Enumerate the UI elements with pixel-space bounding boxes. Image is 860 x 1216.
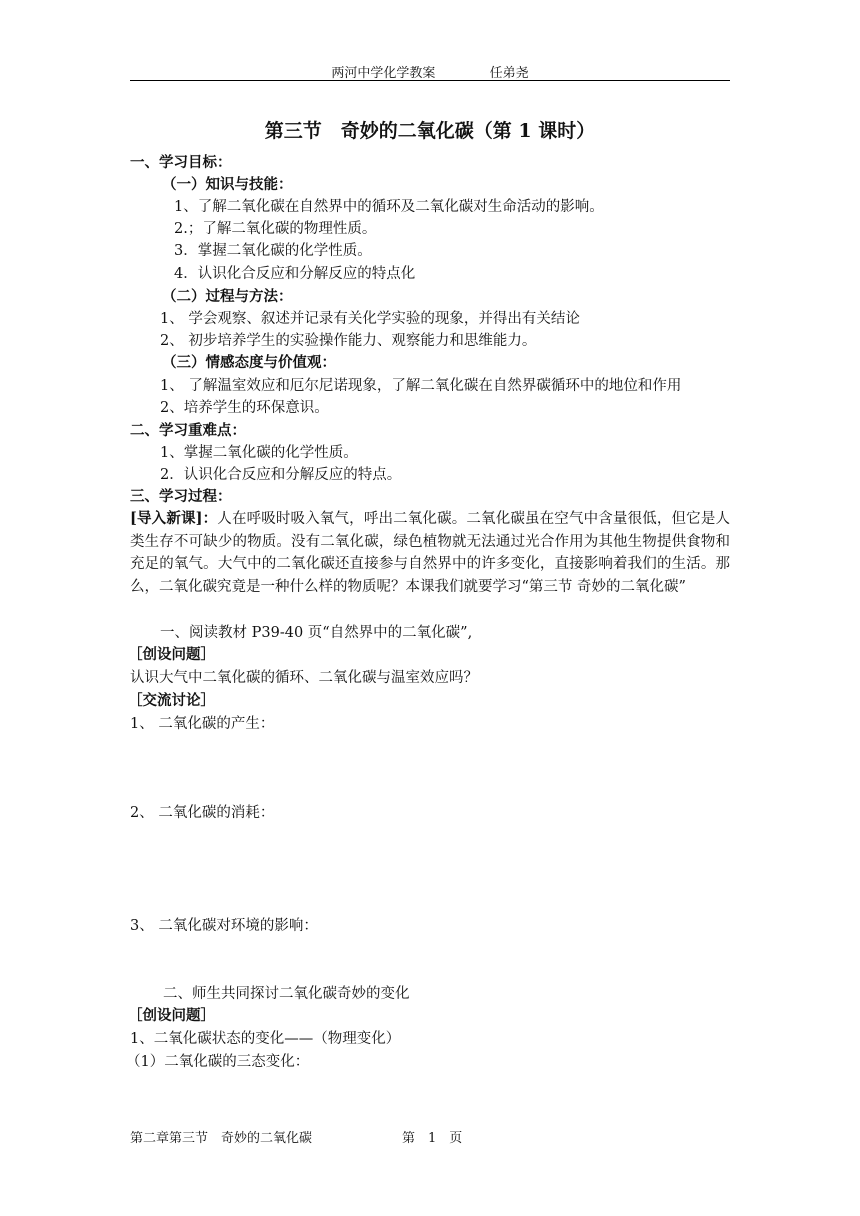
- process-heading: （二）过程与方法：: [162, 288, 293, 305]
- process-item: 2、 初步培养学生的实验操作能力、观察能力和思维能力。: [160, 333, 537, 349]
- discuss-item: 2、 二氧化碳的消耗：: [130, 805, 275, 821]
- footer-chapter: 第二章第三节 奇妙的二氧化碳: [130, 1131, 313, 1146]
- state-change-line: 1、二氧化碳状态的变化——（物理变化）: [130, 1031, 401, 1047]
- intro-paragraph: [130, 508, 730, 598]
- page-title: 第三节 奇妙的二氧化碳（第 1 课时）: [264, 120, 596, 142]
- explore-line: 二、师生共同探讨二氧化碳奇妙的变化: [163, 986, 410, 1002]
- process-main-heading: 三、学习过程：: [130, 488, 232, 505]
- intro-label: [导入新课]：: [130, 510, 218, 527]
- emotion-item: 1、 了解温室效应和厄尔尼诺现象，了解二氧化碳在自然界碳循环中的地位和作用: [160, 378, 682, 394]
- emotion-heading: （三）情感态度与价值观：: [162, 354, 336, 371]
- question-label: ［创设问题］: [128, 1007, 215, 1024]
- key-item: 2．认识化合反应和分解反应的特点。: [160, 467, 402, 483]
- key-heading: 二、学习重难点：: [130, 422, 246, 439]
- header-divider: [130, 80, 730, 81]
- knowledge-item: 2.；了解二氧化碳的物理性质。: [174, 221, 377, 237]
- emotion-item: 2、培养学生的环保意识。: [160, 400, 329, 416]
- knowledge-item: 1、了解二氧化碳在自然界中的循环及二氧化碳对生命活动的影响。: [174, 199, 604, 215]
- question-label: ［创设问题］: [128, 646, 215, 663]
- header-author: 任弟尧: [489, 66, 529, 81]
- knowledge-item: 4．认识化合反应和分解反应的特点化: [174, 266, 416, 282]
- discuss-item: 1、 二氧化碳的产生：: [130, 716, 275, 732]
- page-header: [0, 62, 860, 81]
- knowledge-heading: （一）知识与技能：: [162, 176, 293, 193]
- discuss-item: 3、 二氧化碳对环境的影响：: [130, 918, 318, 934]
- header-school: 两河中学化学教案: [331, 66, 436, 81]
- goals-heading: 一、学习目标：: [130, 154, 232, 171]
- intro-text: 人在呼吸时吸入氧气，呼出二氧化碳。二氧化碳虽在空气中含量很低，但它是人类生存不可缺少的物质。没有二氧化碳，绿色植物就无法通过光合作用为其他生物提供食物和充足的氧气。大气中的二氧化碳还直接参与自然界中的许多变化，直接影响着我们的生活。那么，二氧化碳究竟是一种什么样的物质呢？本课我们就要学习“第三节 奇妙的二氧化碳”: [130, 511, 730, 595]
- read-line: 一、阅读教材 P39-40 页“自然界中的二氧化碳”,: [160, 625, 473, 641]
- key-item: 1、掌握二氧化碳的化学性质。: [160, 445, 358, 461]
- process-item: 1、 学会观察、叙述并记录有关化学实验的现象，并得出有关结论: [160, 311, 580, 327]
- knowledge-item: 3．掌握二氧化碳的化学性质。: [174, 243, 372, 259]
- footer-page: 第 1 页: [402, 1131, 463, 1146]
- discuss-label: ［交流讨论］: [128, 692, 215, 709]
- three-states-line: （1）二氧化碳的三态变化：: [126, 1054, 310, 1070]
- question-text: 认识大气中二氧化碳的循环、二氧化碳与温室效应吗？: [130, 670, 478, 686]
